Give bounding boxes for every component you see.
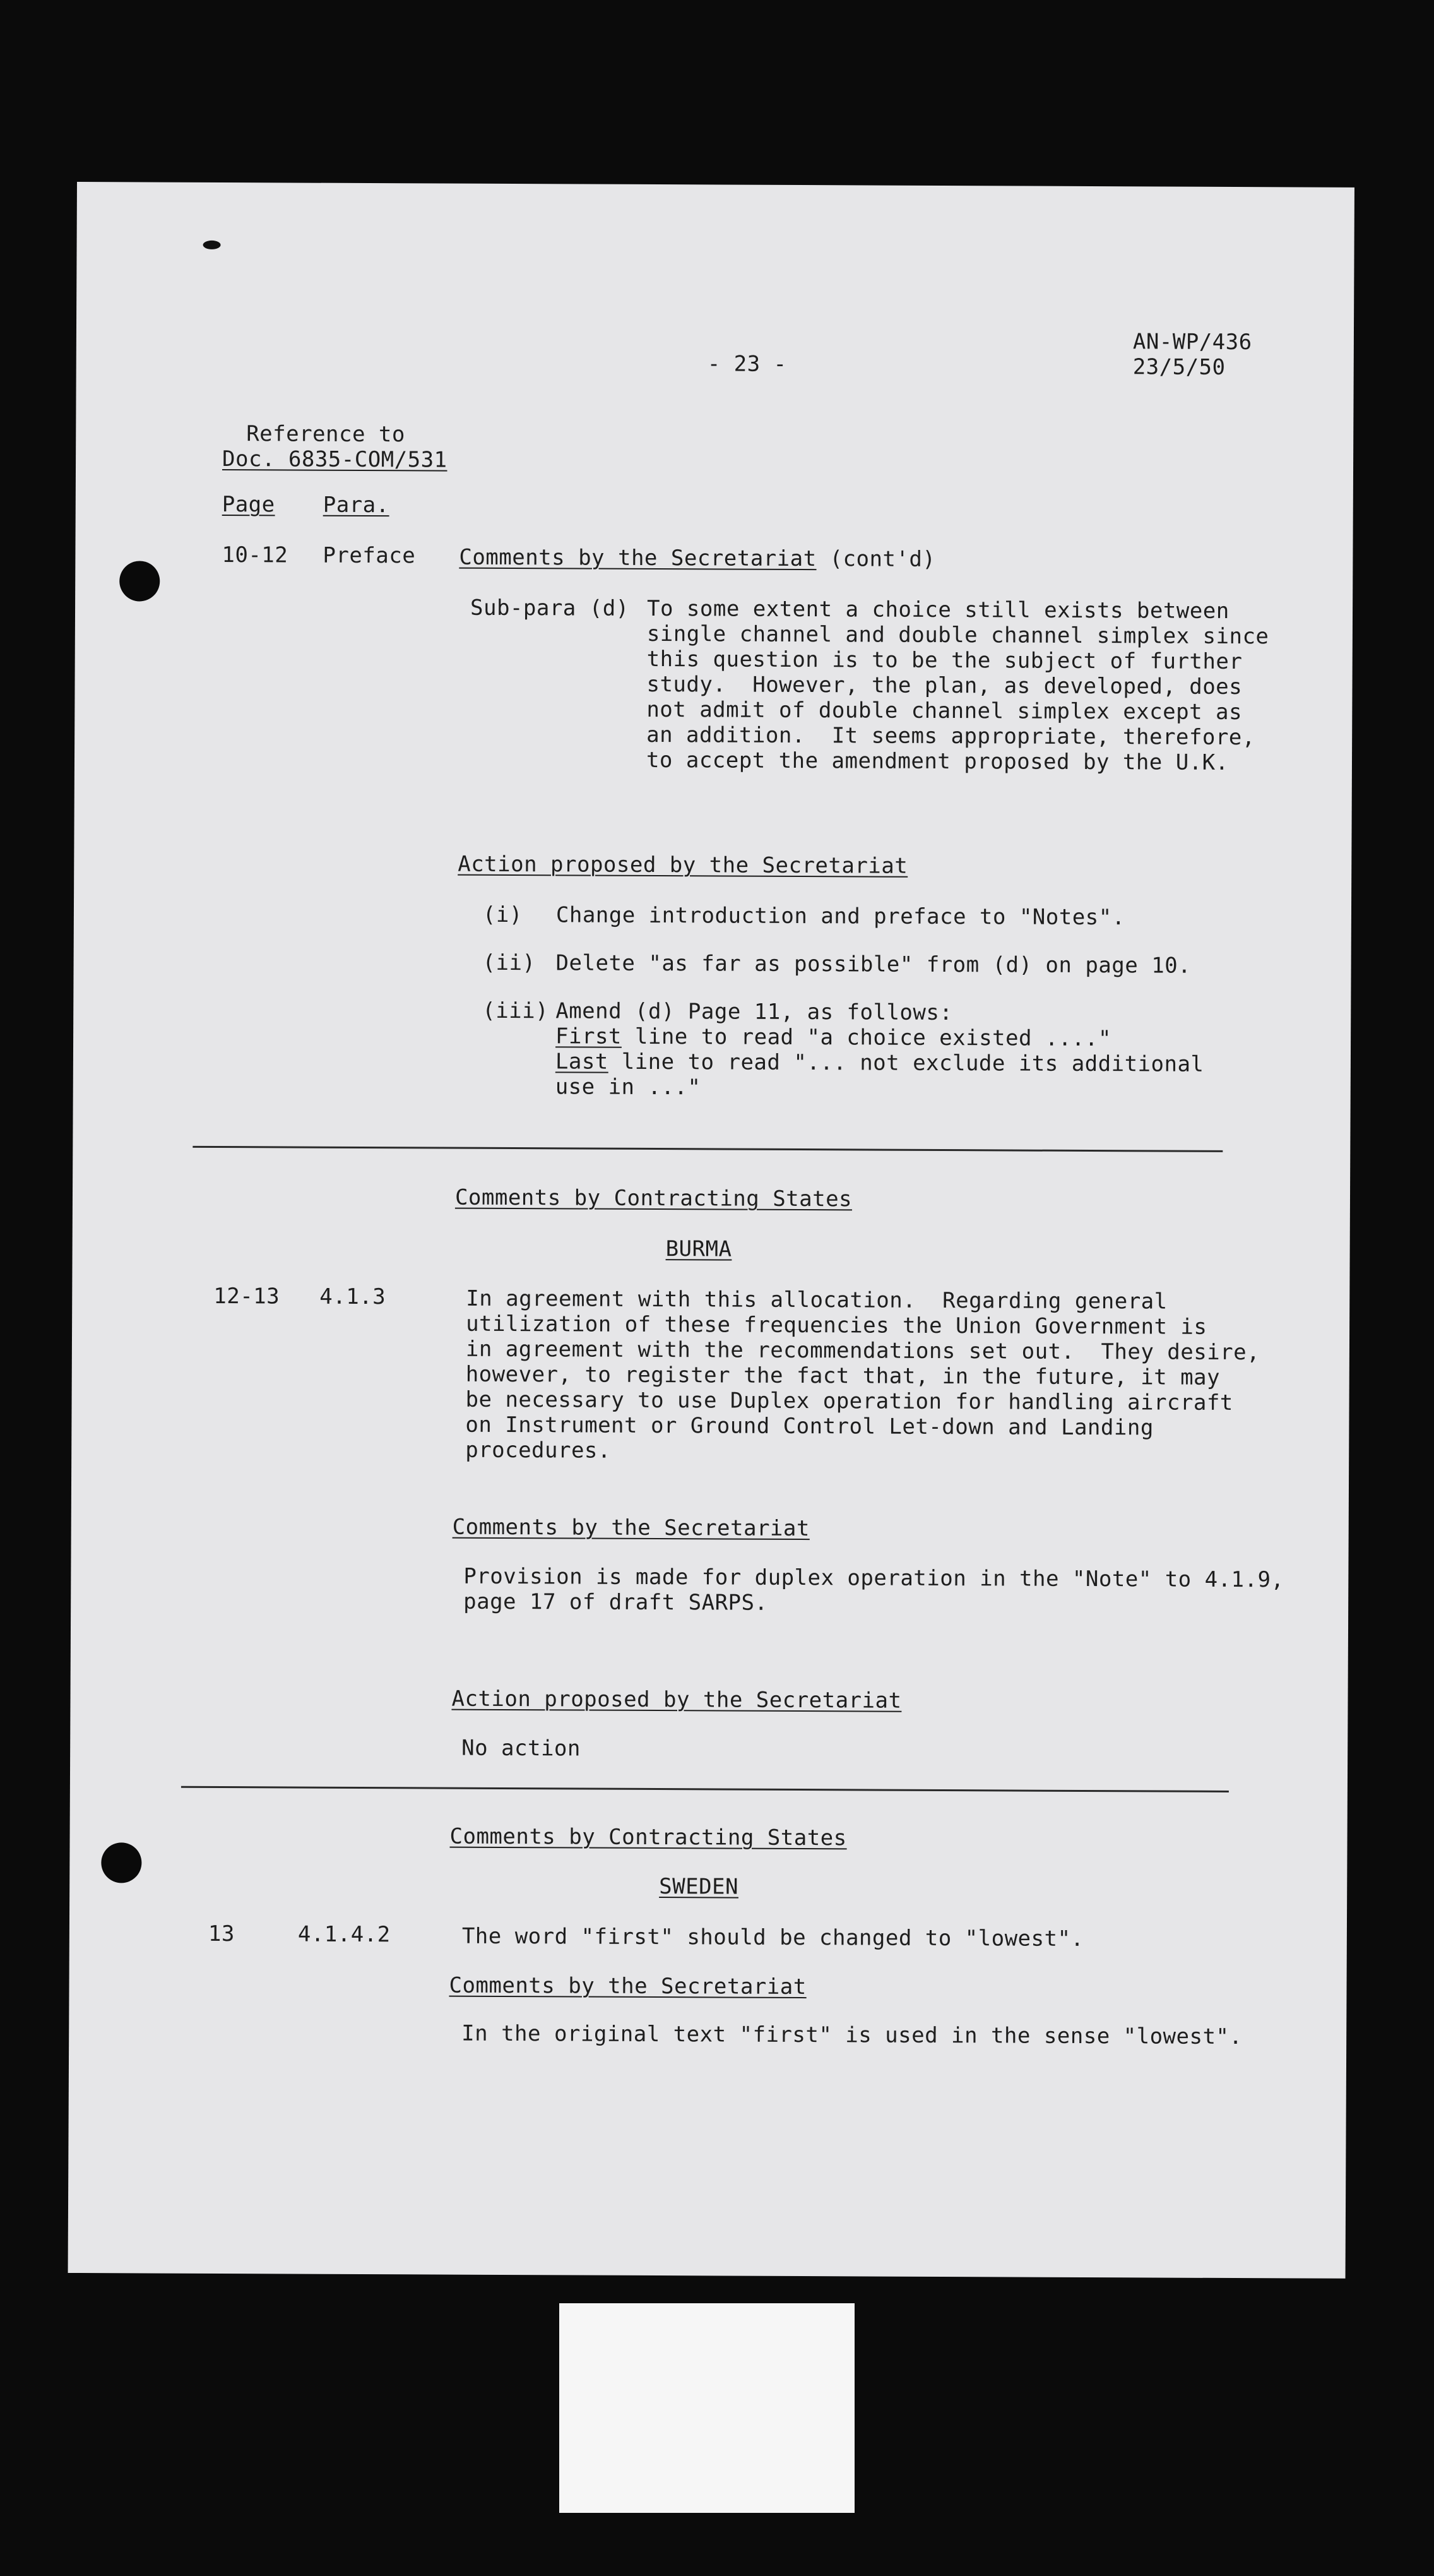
- subpara-line: to accept the amendment proposed by the U.K.: [646, 747, 1229, 775]
- amend-first-line: [555, 1023, 1111, 1051]
- section1-page: 10-12: [222, 542, 288, 568]
- subpara-line: an addition. It seems appropriate, therefore,: [646, 722, 1255, 751]
- section2-secretariat-heading: Comments by the Secretariat: [452, 1514, 810, 1542]
- section2-line: on Instrument or Ground Control Let-down and Landing: [465, 1412, 1154, 1441]
- section2-para: 4.1.3: [319, 1284, 386, 1310]
- section2-heading: Comments by Contracting States: [454, 1184, 853, 1212]
- punch-hole-top: [119, 561, 160, 601]
- section2-state: BURMA: [665, 1236, 732, 1262]
- divider: [181, 1786, 1229, 1792]
- reference-document: Doc. 6835-COM/531: [222, 446, 447, 473]
- amend-last-line: [555, 1049, 1204, 1076]
- section2-secretariat-line: Provision is made for duplex operation in the "Note" to 4.1.9,: [463, 1563, 1284, 1593]
- section1-heading-row: [459, 545, 935, 572]
- section3-secretariat-text: In the original text "first" is used in the sense "lowest".: [461, 2020, 1243, 2050]
- reference-label: Reference to: [246, 421, 405, 448]
- document-date: 23/5/50: [1132, 354, 1226, 380]
- action-text: Amend (d) Page 11, as follows:: [555, 998, 953, 1026]
- section2-line: in agreement with the recommendations set out. They desire,: [465, 1336, 1260, 1366]
- subpara-line: not admit of double channel simplex except as: [646, 696, 1243, 725]
- section2-line: In agreement with this allocation. Regarding general: [466, 1285, 1168, 1315]
- blank-card: [559, 2303, 855, 2513]
- document-page: [68, 182, 1354, 2279]
- column-page-header: Page: [222, 492, 275, 518]
- section3-heading: Comments by Contracting States: [449, 1823, 847, 1851]
- subpara-line: To some extent a choice still exists between: [646, 595, 1230, 624]
- section2-secretariat-line: page 17 of draft SARPS.: [463, 1589, 768, 1616]
- section1-heading: Comments by the Secretariat: [459, 544, 817, 572]
- punch-hole-bottom: [101, 1842, 141, 1883]
- action-text: Change introduction and preface to "Notes".: [555, 902, 1125, 931]
- page-number: - 23 -: [707, 351, 787, 377]
- amend-last-word: Last: [555, 1049, 608, 1075]
- section3-text: The word "first" should be changed to "lowest".: [461, 1923, 1084, 1952]
- section1-para: Preface: [323, 542, 416, 569]
- action-number: (i): [482, 902, 523, 928]
- action-number: (iii): [482, 998, 549, 1024]
- section2-line: utilization of these frequencies the Union Government is: [466, 1311, 1207, 1340]
- section2-page: 12-13: [213, 1283, 280, 1309]
- section2-action-text: No action: [461, 1735, 581, 1762]
- subpara-line: single channel and double channel simplex since: [646, 621, 1269, 650]
- subpara-line: study. However, the plan, as developed, does: [646, 671, 1243, 700]
- amend-last-rest: line to read "... not exclude its additional: [608, 1049, 1204, 1077]
- section3-secretariat-heading: Comments by the Secretariat: [449, 1972, 807, 2000]
- subpara-label: Sub-para (d): [470, 595, 629, 621]
- section1-action-heading: Action proposed by the Secretariat: [458, 851, 908, 879]
- document-reference: AN-WP/436: [1132, 329, 1252, 355]
- section2-line: however, to register the fact that, in the future, it may: [465, 1361, 1221, 1390]
- subpara-line: this question is to be the subject of further: [646, 646, 1243, 675]
- amend-last-continuation: use in ...": [555, 1074, 701, 1100]
- amend-first-rest: line to read "a choice existed ....": [621, 1023, 1111, 1052]
- ink-mark: [203, 241, 221, 249]
- action-text: Delete "as far as possible" from (d) on page 10.: [555, 950, 1192, 979]
- action-number: (ii): [482, 950, 536, 976]
- section2-line: procedures.: [465, 1437, 611, 1464]
- column-para-header: Para.: [323, 492, 389, 518]
- section2-action-heading: Action proposed by the Secretariat: [451, 1686, 902, 1714]
- divider: [193, 1146, 1223, 1152]
- section1-heading-suffix: (cont'd): [829, 546, 936, 572]
- section3-para: 4.1.4.2: [297, 1921, 391, 1948]
- section3-state: SWEDEN: [659, 1874, 739, 1900]
- section3-page: 13: [208, 1921, 235, 1947]
- section2-line: be necessary to use Duplex operation for handling aircraft: [465, 1386, 1233, 1416]
- amend-first-word: First: [555, 1023, 622, 1049]
